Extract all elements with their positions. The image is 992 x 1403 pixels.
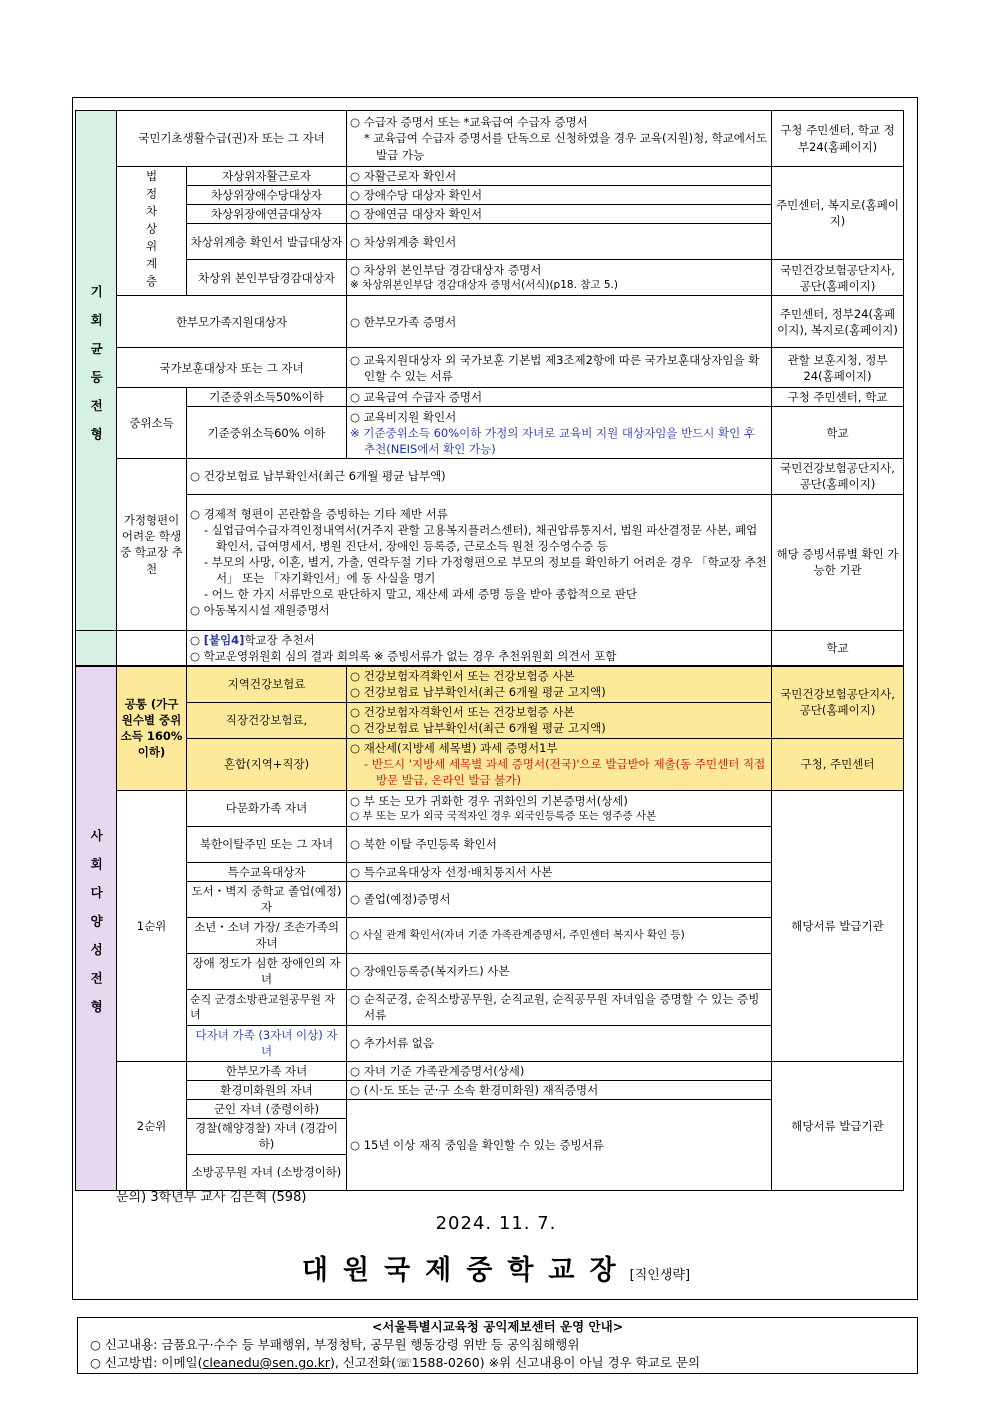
near-poverty-doc: ○ 자활근로자 확인서 [347, 167, 772, 186]
whistleblower-notice [77, 1317, 918, 1374]
median-50-issuer: 구청 주민센터, 학교 [772, 388, 904, 407]
issuer-livelihood: 구청 주민센터, 학교 정부24(홈페이지) [772, 111, 904, 167]
first-item-name: 다문화가족 자녀 [187, 790, 347, 826]
near-poverty-item: 자상위자활근로자 [187, 167, 347, 186]
second-service-doc: ○ 15년 이상 재직 중임을 확인할 수 있는 증빙서류 [347, 1099, 772, 1190]
principal-signature [0, 1248, 992, 1287]
doc-veterans: ○ 교육지원대상자 외 국가보훈 기본법 제3조제2항에 따른 국가보훈대상자임을 확인할 수 있는 서류 [347, 348, 772, 388]
doc-livelihood: ○ 수급자 증명서 또는 *교육급여 수급자 증명서 * 교육급여 수급자 증명서를 단독으로 신청하였을 경우 교육(지원)청, 학교에서도 발급 가능 [347, 111, 772, 167]
seal-omitted: [직인생략] [629, 1268, 691, 1283]
median-60-doc: ○ 교육비지원 확인서 ※ 기준중위소득 60%이하 가정의 자녀로 교육비 지원 대상자임을 반드시 확인 후 추천(NEIS에서 확인 가능) [347, 407, 772, 459]
notice-line-content: ○ 신고내용: 금품요구·수수 등 부패행위, 부정청탁, 공무원 행동강령 위반 등 공익침해행위 [90, 1337, 580, 1352]
near-poverty-doc: ○ 차상위 본인부담 경감대상자 증명서 ※ 차상위본인부담 경감대상자 증명서(서식)(p18. 참고 5.) [347, 260, 772, 296]
category-single-parent: 한부모가족지원대상자 [117, 296, 347, 348]
label-common: 공통 (가구원수별 중위소득 160% 이하) [117, 666, 187, 790]
category-veterans: 국가보훈대상자 또는 그 자녀 [117, 348, 347, 388]
first-item-doc: ○ 북한 이탈 주민등록 확인서 [347, 826, 772, 862]
common-regional-doc: ○ 건강보험자격확인서 또는 건강보험증 사본 ○ 건강보험료 납부확인서(최근 6개월 평균 고지액) [347, 666, 772, 702]
econ-item: - 어느 한 가지 서류만으로 판단하지 말고, 재산세 과세 증명 등을 받아 종합적으로 판단 [204, 587, 638, 602]
first-item-doc: ○ 추가서류 없음 [347, 1025, 772, 1061]
near-poverty-doc: ○ 장애수당 대상자 확인서 [347, 186, 772, 205]
issuer-common-a: 국민건강보험공단지사, 공단(홈페이지) [772, 666, 904, 738]
first-item-name: 특수교육대상자 [187, 862, 347, 881]
issuer-health-insurance: 국민건강보험공단지사, 공단(홈페이지) [772, 459, 904, 494]
admission-documents-table [75, 110, 904, 1191]
notice-line-method: ○ 신고방법: 이메일(cleanedu@sen.go.kr), 신고전화(☏1588-0260) ※위 신고내용이 아닐 경우 학교로 문의 [90, 1355, 701, 1370]
document-frame [72, 97, 918, 1300]
first-item-doc: ○ 부 또는 모가 귀화한 경우 귀화인의 기본증명서(상세) ○ 부 또는 모가 외국 국적자인 경우 외국인등록증 또는 영주증 사본 [347, 790, 772, 826]
first-item-doc: ○ 졸업(예정)증명서 [347, 881, 772, 917]
label-family-hardship: 가정형편이 어려운 학생 중 학교장 추천 [117, 459, 187, 630]
contact-info: 문의) 3학년부 교사 김은혁 (598) [116, 1190, 307, 1205]
near-poverty-item: 차상위 본인부담경감대상자 [187, 260, 347, 296]
principal-title: 대원국제중학교장 [301, 1255, 631, 1286]
second-item-doc: ○ 자녀 기준 가족관계증명서(상세) [347, 1061, 772, 1080]
issuer-near-poverty-b: 국민건강보험공단지사, 공단(홈페이지) [772, 260, 904, 296]
label-near-poverty: 법정차상위계층 [117, 167, 187, 296]
common-regional-name: 지역건강보험료 [187, 666, 347, 702]
issue-date: 2024. 11. 7. [435, 1213, 557, 1234]
label-median-income: 중위소득 [117, 388, 187, 459]
first-item-name: 소년・소녀 가장/ 조손가족의 자녀 [187, 917, 347, 953]
issuer-common-b: 구청, 주민센터 [772, 738, 904, 790]
second-item-doc: ○ (시·도 또는 군·구 소속 환경미화원) 재직증명서 [347, 1080, 772, 1099]
first-item-name: 북한이탈주민 또는 그 자녀 [187, 826, 347, 862]
doc-principal-recommendation: ○ [붙임4]학교장 추천서 ○ 학교운영위원회 심의 결과 회의록 ※ 증빙서류가 없는 경우 추천위원회 의견서 포함 [187, 630, 772, 666]
label-second-priority: 2순위 [117, 1061, 187, 1190]
near-poverty-doc: ○ 차상위계층 확인서 [347, 224, 772, 260]
issuer-first-priority: 해당서류 발급기관 [772, 790, 904, 1061]
first-item-doc: ○ 장애인등록증(복지카드) 사본 [347, 953, 772, 989]
issuer-near-poverty-a: 주민센터, 복지로(홈페이지) [772, 167, 904, 260]
econ-item: - 부모의 사망, 이혼, 별거, 가출, 연락두절 기타 가정형편으로 부모의 정보를 확인하기 어려운 경우 「학교장 추천서」 또는 「자기확인서」에 동 사실을 명기 [204, 555, 767, 586]
second-item-name: 경찰(해양경찰) 자녀 (경감이하) [187, 1118, 347, 1154]
doc-single-parent: ○ 한부모가족 증명서 [347, 296, 772, 348]
doc-health-insurance-payment: ○ 건강보험료 납부확인서(최근 6개월 평균 납부액) [187, 459, 772, 494]
median-60-name: 기준중위소득60% 이하 [187, 407, 347, 459]
second-item-name: 소방공무원 자녀 (소방경이하) [187, 1154, 347, 1190]
common-work-doc: ○ 건강보험자격확인서 또는 건강보험증 사본 ○ 건강보험료 납부확인서(최근 6개월 평균 고지액) [347, 702, 772, 738]
first-item-doc: ○ 특수교육대상자 선정·배치통지서 사본 [347, 862, 772, 881]
issuer-second-priority: 해당서류 발급기관 [772, 1061, 904, 1190]
median-50-doc: ○ 교육급여 수급자 증명서 [347, 388, 772, 407]
median-50-name: 기준중위소득50%이하 [187, 388, 347, 407]
category-livelihood: 국민기초생활수급(권)자 또는 그 자녀 [117, 111, 347, 167]
section-label-equal-opportunity: 기회균등전형 [76, 111, 117, 631]
near-poverty-doc: ○ 장애연금 대상자 확인서 [347, 205, 772, 224]
first-item-name: 순직 군경소방관교원공무원 자녀 [187, 989, 347, 1025]
second-item-name: 환경미화원의 자녀 [187, 1080, 347, 1099]
common-mixed-doc: ○ 재산세(지방세 세목별) 과세 증명서1부 - 반드시 '지방세 세목별 과세 증명서(전국)'으로 발급받아 제출(동 주민센터 직접 방문 발급, 온라인 발급 불가) [347, 738, 772, 790]
second-item-name: 군인 자녀 (중령이하) [187, 1099, 347, 1118]
label-first-priority: 1순위 [117, 790, 187, 1061]
issuer-veterans: 관할 보훈지청, 정부24(홈페이지) [772, 348, 904, 388]
issuer-single-parent: 주민센터, 정부24(홈페이지), 복지로(홈페이지) [772, 296, 904, 348]
first-item-name: 장애 정도가 심한 장애인의 자녀 [187, 953, 347, 989]
first-item-doc: ○ 사실 관계 확인서(자녀 기준 가족관계증명서, 주민센터 복지사 확인 등) [347, 917, 772, 953]
notice-title: <서울특별시교육청 공익제보센터 운영 안내> [371, 1319, 624, 1334]
econ-item: - 실업급여수급자격인정내역서(거주지 관할 고용복지플러스센터), 채권압류통지서, 법원 파산결정문 사본, 폐업확인서, 급여명세서, 병원 진단서, 장애인 등록증, 근로소득 원천 징수영수증 등 [204, 522, 758, 553]
near-poverty-item: 차상위장애수당대상자 [187, 186, 347, 205]
first-item-name: 다자녀 가족 (3자녀 이상) 자녀 [187, 1025, 347, 1061]
common-work-name: 직장건강보험료, [187, 702, 347, 738]
near-poverty-item: 차상위계층 확인서 발급대상자 [187, 224, 347, 260]
first-item-name: 도서・벽지 중학교 졸업(예정)자 [187, 881, 347, 917]
notice-email-link[interactable]: cleanedu@sen.go.kr [202, 1355, 330, 1370]
median-60-issuer: 학교 [772, 407, 904, 459]
section-label-social-diversity: 사회다양성전형 [76, 666, 117, 1190]
common-mixed-name: 혼합(지역+직장) [187, 738, 347, 790]
near-poverty-item: 차상위장애연금대상자 [187, 205, 347, 224]
doc-economic-hardship: ○ 경제적 형편이 곤란함을 증빙하는 기타 제반 서류 - 실업급여수급자격인정내역서(거주지 관할 고용복지플러스센터), 채권압류통지서, 법원 파산결정문 사본, 폐업확인서, 급여명세서, 병원 진단서, 장애인 등록증, 근로소득 원천 징수영수증 등 - 부모의 사망, 이혼, 별거, 가출, 연락두절 기타 가정형편으로 부모의 정보를 확인하기 어려운 경우 「학교장 추천서」 또는 「자기확인서」에 동 사실을 명기 - 어느 한 가지 서류만으로 판단하지 말고, 재산세 과세 증명 등을 받아 종합적으로 판단 ○ 아동복지시설 재원증명서 [187, 494, 772, 630]
issuer-recommendation: 학교 [772, 630, 904, 666]
issuer-economic-hardship: 해당 증빙서류별 확인 가능한 기관 [772, 494, 904, 630]
second-item-name: 한부모가족 자녀 [187, 1061, 347, 1080]
first-item-doc: ○ 순직군경, 순직소방공무원, 순직교원, 순직공무원 자녀임을 증명할 수 있는 증빙서류 [347, 989, 772, 1025]
